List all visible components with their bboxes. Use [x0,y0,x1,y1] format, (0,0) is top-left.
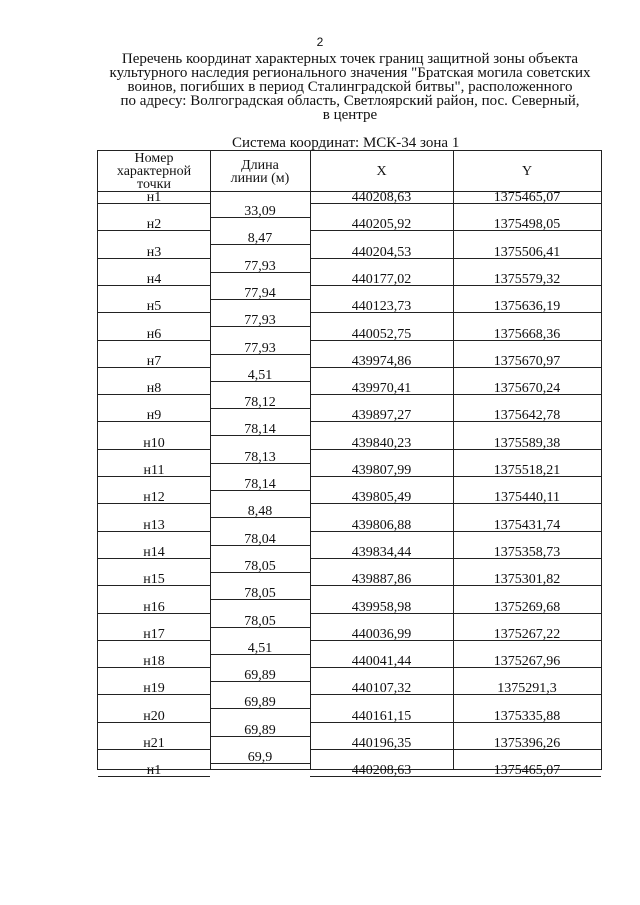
row-divider [310,312,601,313]
row-divider [310,285,601,286]
coord-x: 440208,63 [351,763,412,779]
point-name: н5 [146,299,162,315]
coord-y: 1375465,07 [493,763,561,779]
row-divider [310,503,601,504]
coord-x: 439974,86 [351,353,412,369]
page-number: 2 [316,35,324,49]
length-divider [210,545,310,546]
coord-y: 1375506,41 [493,244,561,260]
point-name: н12 [143,490,165,506]
coord-y: 1375291,3 [497,681,557,697]
line-length: 69,89 [244,695,276,711]
point-name: н6 [146,326,162,342]
coord-x: 440208,63 [351,190,412,205]
row-divider [310,449,601,450]
row-divider [310,667,601,668]
length-divider [210,490,310,491]
coord-x: 439834,44 [351,544,412,560]
coord-y: 1375642,78 [493,408,561,424]
title-line: воинов, погибших в период Сталинградской битвы", расположенного [127,79,573,95]
row-divider [310,476,601,477]
length-divider [210,408,310,409]
coord-x: 439970,41 [351,381,412,397]
line-length: 78,05 [244,586,276,602]
row-divider [98,722,210,723]
row-divider [310,421,601,422]
point-name: н16 [143,599,165,615]
header-point-number: Номер характерной точки [116,151,192,192]
row-divider [310,776,601,777]
row-divider [98,694,210,695]
line-length: 69,89 [244,668,276,684]
row-divider [310,340,601,341]
coord-y: 1375518,21 [493,463,561,478]
row-divider [98,585,210,586]
row-divider [98,230,210,231]
line-length: 78,12 [244,395,276,411]
row-divider [98,476,210,477]
row-divider [310,640,601,641]
line-length: 77,93 [244,258,276,274]
line-length: 4,51 [247,640,273,656]
length-divider [210,681,310,682]
row-divider [310,558,601,559]
coord-y: 1375431,74 [493,517,561,533]
coord-x: 440123,73 [351,299,412,315]
row-divider [310,367,601,368]
coord-y: 1375670,97 [493,353,561,369]
coord-y: 1375636,19 [493,299,561,315]
length-divider [210,299,310,300]
coord-x: 439807,99 [351,463,412,478]
title-line: культурного наследия регионального значения "Братская могила советских [109,65,591,81]
row-divider [98,258,210,259]
row-divider [98,503,210,504]
point-name: н21 [143,736,165,751]
coord-x: 440177,02 [351,271,412,287]
coord-x: 440205,92 [351,217,412,233]
length-divider [210,763,310,764]
coord-x: 439887,86 [351,572,412,588]
title-line: по адресу: Волгоградская область, Светлоярский район, пос. Северный, [120,93,580,109]
row-divider [98,449,210,450]
point-name: н13 [143,517,165,533]
length-divider [210,244,310,245]
line-length: 69,9 [247,750,273,765]
line-length: 4,51 [247,367,273,383]
coord-x: 439805,49 [351,490,412,506]
coord-x: 439897,27 [351,408,412,424]
coord-x: 439840,23 [351,435,412,451]
title-line: в центре [322,107,378,123]
line-length: 69,89 [244,722,276,738]
coord-x: 440161,15 [351,708,412,724]
line-length: 78,14 [244,477,276,492]
row-divider [310,531,601,532]
title-line: Перечень координат характерных точек границ защитной зоны объекта [121,51,579,67]
line-length: 78,13 [244,449,276,465]
length-divider [210,517,310,518]
row-divider [310,613,601,614]
line-length: 78,04 [244,531,276,547]
row-divider [310,722,601,723]
length-divider [210,354,310,355]
coordinates-table [97,150,602,779]
line-length: 78,05 [244,613,276,629]
line-length: 8,47 [247,231,273,247]
coord-y: 1375579,32 [493,271,561,287]
coord-x: 440041,44 [351,654,412,670]
point-name: н20 [143,708,165,724]
coord-y: 1375589,38 [493,435,561,451]
row-divider [98,285,210,286]
row-divider [98,776,210,777]
point-name: н4 [146,271,162,287]
row-divider [98,640,210,641]
coord-x: 440196,35 [351,736,412,751]
coord-y: 1375396,26 [493,736,561,751]
row-divider [98,421,210,422]
coord-y: 1375301,82 [493,572,561,588]
coord-y: 1375267,96 [493,654,561,670]
row-divider [310,230,601,231]
coord-x: 440107,32 [351,681,412,697]
coord-x: 440036,99 [351,626,412,642]
line-length: 77,93 [244,340,276,356]
coord-y: 1375498,05 [493,217,561,233]
row-divider [98,613,210,614]
row-divider [310,694,601,695]
line-length: 77,93 [244,313,276,329]
length-divider [210,463,310,464]
length-divider [210,217,310,218]
document-title [100,52,600,122]
point-name: н11 [143,463,165,478]
length-divider [210,572,310,573]
coord-y: 1375670,24 [493,381,561,397]
row-divider [98,203,210,204]
row-divider [98,531,210,532]
line-length: 78,05 [244,558,276,574]
coordinate-system-label: Система координат: МСК-34 зона 1 [232,135,460,151]
length-divider [210,599,310,600]
header-x: X [376,164,387,179]
row-divider [98,667,210,668]
point-name: н18 [143,654,165,670]
coord-y: 1375269,68 [493,599,561,615]
row-divider [98,394,210,395]
coord-y: 1375358,73 [493,544,561,560]
coord-y: 1375267,22 [493,626,561,642]
line-length: 8,48 [247,504,273,520]
point-name: н10 [143,435,165,451]
row-divider [310,258,601,259]
row-divider [98,312,210,313]
point-name: н7 [146,353,162,369]
row-divider [98,749,210,750]
column-divider [310,151,311,769]
point-name: н19 [143,681,165,697]
coord-y: 1375465,07 [493,190,561,205]
point-name: н14 [143,544,165,560]
coord-x: 439806,88 [351,517,412,533]
row-divider [310,394,601,395]
column-divider [453,151,454,769]
line-length: 77,94 [244,285,276,301]
header-line-length: Длина линии (м) [230,158,290,186]
length-divider [210,272,310,273]
row-divider [310,749,601,750]
row-divider [98,558,210,559]
point-name: н8 [146,381,162,397]
length-divider [210,326,310,327]
point-name: н9 [146,408,162,424]
row-divider [310,585,601,586]
row-divider [98,367,210,368]
row-divider [98,340,210,341]
point-name: н2 [146,217,162,233]
coord-x: 440052,75 [351,326,412,342]
length-divider [210,435,310,436]
line-length: 78,14 [244,422,276,438]
coord-y: 1375335,88 [493,708,561,724]
coord-y: 1375440,11 [494,490,560,506]
length-divider [210,736,310,737]
length-divider [210,654,310,655]
header-y: Y [521,164,533,179]
coord-x: 440204,53 [351,244,412,260]
point-name: н1 [146,190,162,205]
coord-y: 1375668,36 [493,326,561,342]
length-divider [210,381,310,382]
coord-x: 439958,98 [351,599,412,615]
row-divider [310,203,601,204]
line-length: 33,09 [244,204,276,219]
point-name: н3 [146,244,162,260]
point-name: н1 [146,763,162,779]
point-name: н17 [143,626,165,642]
length-divider [210,627,310,628]
length-divider [210,708,310,709]
point-name: н15 [143,572,165,588]
